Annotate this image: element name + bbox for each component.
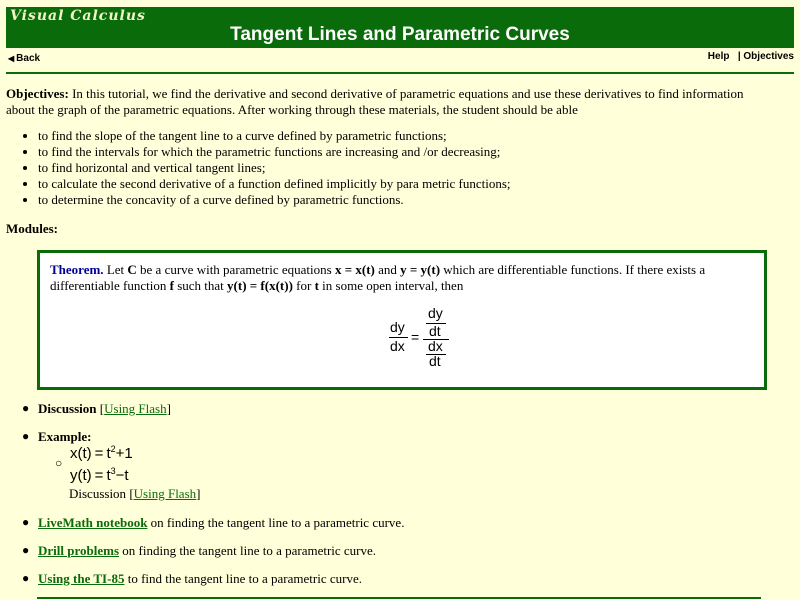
bullet-icon: ●: [22, 401, 30, 415]
livemath-line: [38, 515, 404, 531]
objectives-label: Objectives:: [6, 86, 69, 101]
discussion-label: Discussion: [38, 401, 97, 416]
example-discussion-label: Discussion: [69, 486, 127, 501]
theorem-composition: y(t) = f(x(t)): [227, 278, 293, 293]
livemath-link[interactable]: LiveMath notebook: [38, 515, 148, 530]
theorem-word: for: [296, 278, 312, 293]
back-button[interactable]: [8, 53, 40, 64]
page-title: Tangent Lines and Parametric Curves: [230, 24, 570, 45]
main-content: [6, 86, 768, 237]
bullet-icon: ●: [22, 571, 30, 585]
theorem-word: Let: [106, 262, 125, 277]
objectives-list: [6, 128, 768, 208]
nav-bar: [6, 51, 794, 69]
eq-rest: −t: [115, 467, 129, 484]
theorem-symbol: t: [314, 278, 319, 293]
help-link[interactable]: Help: [707, 51, 730, 62]
drill-text: on finding the tangent line to a parametric curve.: [122, 543, 377, 558]
list-item: • to calculate the second derivative of a function defined implicitly by para metric functions;: [38, 176, 768, 192]
eq-sign: =: [94, 445, 104, 462]
example-y-equation: [70, 466, 129, 484]
discussion-line: [38, 401, 171, 417]
nav-separator: |: [737, 51, 741, 62]
bullet-icon: ●: [22, 429, 30, 443]
formula-num-dt: dt: [429, 323, 441, 339]
objectives-link[interactable]: Objectives: [743, 51, 794, 62]
objectives-paragraph: [6, 86, 768, 118]
theorem-word: and: [378, 262, 397, 277]
formula-den-dx: dx: [428, 338, 443, 354]
objectives-text: In this tutorial, we find the derivative and second derivative of parametric equations and use these derivatives to find information about the graph of the parametric equations. After working through these materials, the student should be able: [6, 86, 744, 117]
theorem-label: Theorem.: [50, 262, 104, 277]
eq-exponent: 3: [110, 466, 116, 476]
formula-dx: dx: [390, 338, 405, 354]
back-arrow-icon: ◀: [8, 54, 15, 63]
ti85-link[interactable]: Using the TI-85: [38, 571, 125, 586]
formula-den-dt: dt: [429, 353, 441, 369]
bullet-icon: ●: [22, 543, 30, 557]
eq-lhs: y(t): [70, 467, 92, 484]
eq-rest: +1: [115, 445, 133, 462]
example-flash-link[interactable]: Using Flash: [133, 486, 197, 501]
top-divider: [6, 72, 794, 74]
livemath-text: on finding the tangent line to a parametric curve.: [150, 515, 405, 530]
bracket: [: [99, 401, 105, 416]
header-banner: [6, 7, 794, 48]
back-label: Back: [16, 53, 41, 64]
theorem-word: in some open interval, then: [322, 278, 464, 293]
circle-bullet-icon: ○: [55, 456, 63, 470]
nav-links: [708, 51, 794, 62]
drill-line: [38, 543, 376, 559]
theorem-y-equation: y = y(t): [400, 262, 441, 277]
formula-dy: dy: [390, 319, 405, 335]
ti85-line: [38, 571, 362, 587]
theorem-box: [37, 250, 767, 390]
bottom-divider: [37, 597, 761, 599]
eq-base: t: [106, 445, 111, 462]
list-item: • to find the intervals for which the parametric functions are increasing and /or decreasing;: [38, 144, 768, 160]
theorem-x-equation: x = x(t): [334, 262, 375, 277]
example-x-equation: [70, 444, 133, 462]
theorem-word: which are differentiable functions. If there exists a differentiable function: [50, 262, 706, 293]
bracket: ]: [166, 401, 171, 416]
formula-equals: =: [411, 329, 420, 345]
drill-link[interactable]: Drill problems: [38, 543, 120, 558]
eq-sign: =: [94, 467, 104, 484]
list-item: • to find the slope of the tangent line to a curve defined by parametric functions;: [38, 128, 768, 144]
bracket: [: [129, 486, 134, 501]
formula-num-dy: dy: [428, 305, 443, 321]
theorem-symbol: f: [169, 278, 174, 293]
example-discussion-line: [69, 486, 200, 502]
eq-lhs: x(t): [70, 445, 92, 462]
list-item: • to find horizontal and vertical tangent lines;: [38, 160, 768, 176]
example-label: Example:: [38, 429, 92, 444]
theorem-word: such that: [177, 278, 224, 293]
bracket: ]: [196, 486, 201, 501]
eq-base: t: [106, 467, 111, 484]
bullet-icon: ●: [22, 515, 30, 529]
theorem-word: be a curve with parametric equations: [140, 262, 332, 277]
brand-logo[interactable]: Visual Calculus: [10, 8, 146, 24]
theorem-text: [50, 262, 760, 294]
theorem-symbol: C: [127, 262, 137, 277]
eq-exponent: 2: [110, 444, 116, 454]
list-item: • to determine the concavity of a curve defined by parametric functions.: [38, 192, 768, 208]
discussion-flash-link[interactable]: Using Flash: [104, 401, 167, 416]
modules-heading: Modules:: [6, 221, 58, 236]
ti85-text: to find the tangent line to a parametric curve.: [127, 571, 362, 586]
